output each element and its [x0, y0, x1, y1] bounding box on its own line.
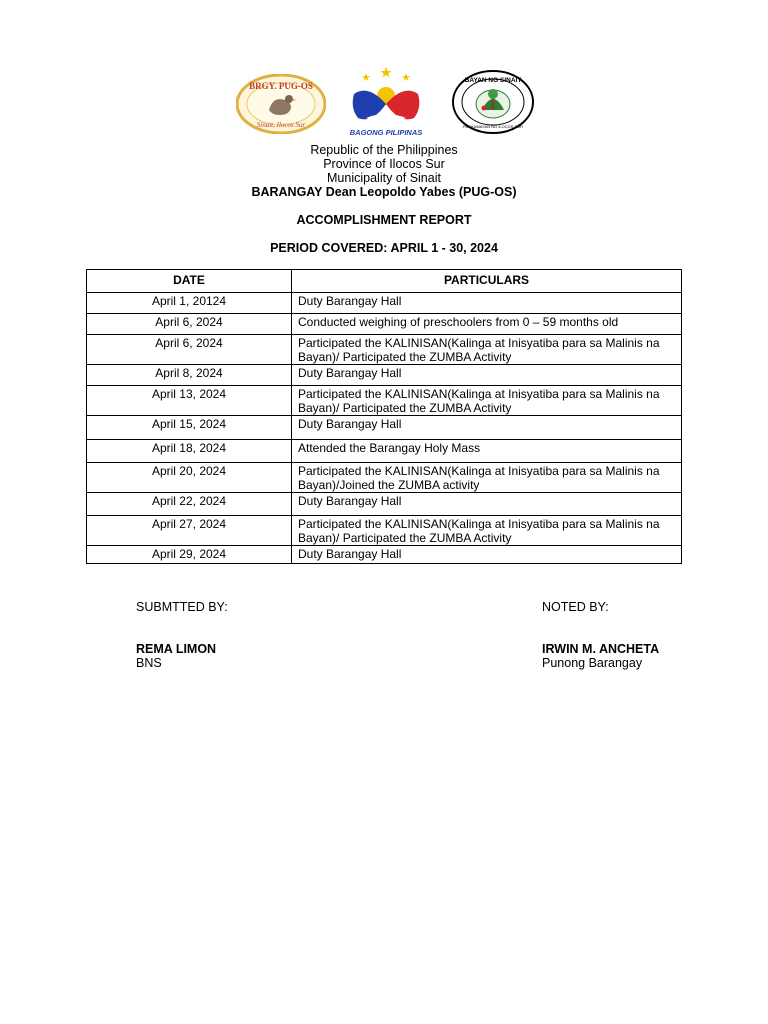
- municipal-seal: [452, 70, 534, 134]
- table-header-row: [87, 270, 682, 293]
- row-particulars: Participated the KALINISAN(Kalinga at Inisyatiba para sa Malinis na Bayan)/ Participated the ZUMBA Activity: [292, 516, 682, 546]
- row-date: April 29, 2024: [87, 546, 292, 564]
- row-date: April 13, 2024: [87, 386, 292, 416]
- table-row: [87, 365, 682, 386]
- noted-by-name: IRWIN M. ANCHETA: [542, 642, 660, 656]
- report-title: ACCOMPLISHMENT REPORT: [296, 213, 472, 227]
- row-date: April 6, 2024: [87, 314, 292, 335]
- table-row: [87, 440, 682, 463]
- table-row: [87, 386, 682, 416]
- row-date: April 1, 20124: [87, 293, 292, 314]
- submitted-by-position: BNS: [136, 656, 162, 670]
- submitted-by-label: SUBMTTED BY:: [136, 600, 228, 614]
- header-logos: [0, 66, 768, 138]
- row-particulars: Duty Barangay Hall: [292, 416, 682, 440]
- table-row: [87, 293, 682, 314]
- table-row: [87, 493, 682, 516]
- submitted-by-block: [136, 600, 228, 670]
- row-date: April 22, 2024: [87, 493, 292, 516]
- row-date: April 15, 2024: [87, 416, 292, 440]
- row-particulars: Participated the KALINISAN(Kalinga at Inisyatiba para sa Malinis na Bayan)/ Participated the ZUMBA Activity: [292, 386, 682, 416]
- header-line-municipality: Municipality of Sinait: [327, 171, 441, 185]
- barangay-logo: [236, 74, 326, 134]
- table-row: [87, 516, 682, 546]
- table-row: [87, 314, 682, 335]
- barangay-logo-text-bottom: Sinait, Ilocos Sur: [256, 121, 306, 129]
- row-date: April 27, 2024: [87, 516, 292, 546]
- table-row: [87, 546, 682, 564]
- column-header-date: DATE: [87, 270, 292, 293]
- row-date: April 6, 2024: [87, 335, 292, 365]
- row-particulars: Attended the Barangay Holy Mass: [292, 440, 682, 463]
- table-row: [87, 463, 682, 493]
- row-particulars: Duty Barangay Hall: [292, 493, 682, 516]
- noted-by-position: Punong Barangay: [542, 656, 643, 670]
- municipal-seal-text-bottom: PAGKAMAYAN NG ILOCOS SUR: [462, 124, 524, 129]
- row-date: April 18, 2024: [87, 440, 292, 463]
- table-row: [87, 416, 682, 440]
- row-particulars: Duty Barangay Hall: [292, 293, 682, 314]
- row-date: April 8, 2024: [87, 365, 292, 386]
- noted-by-block: [542, 600, 659, 670]
- header-line-barangay: BARANGAY Dean Leopoldo Yabes (PUG-OS): [251, 185, 517, 199]
- column-header-particulars: PARTICULARS: [292, 270, 682, 293]
- period-covered: PERIOD COVERED: APRIL 1 - 30, 2024: [270, 241, 498, 255]
- barangay-logo-text-top: BRGY. PUG-OS: [249, 81, 313, 91]
- row-date: April 20, 2024: [87, 463, 292, 493]
- row-particulars: Duty Barangay Hall: [292, 365, 682, 386]
- table-row: [87, 335, 682, 365]
- bagong-pilipinas-logo: [346, 66, 426, 138]
- document-header: [0, 143, 768, 199]
- row-particulars: Participated the KALINISAN(Kalinga at Inisyatiba para sa Malinis na Bayan)/Joined the ZUMBA activity: [292, 463, 682, 493]
- header-line-province: Province of Ilocos Sur: [323, 157, 445, 171]
- noted-by-label: NOTED BY:: [542, 600, 609, 614]
- municipal-seal-text-top: BAYAN NG SINAIT: [464, 77, 522, 84]
- row-particulars: Duty Barangay Hall: [292, 546, 682, 564]
- accomplishment-table: [86, 269, 682, 564]
- row-particulars: Conducted weighing of preschoolers from 0 – 59 months old: [292, 314, 682, 335]
- bagong-pilipinas-text: BAGONG PILIPINAS: [349, 128, 423, 137]
- header-line-republic: Republic of the Philippines: [310, 143, 458, 157]
- row-particulars: Participated the KALINISAN(Kalinga at Inisyatiba para sa Malinis na Bayan)/ Participated the ZUMBA Activity: [292, 335, 682, 365]
- submitted-by-name: REMA LIMON: [136, 642, 217, 656]
